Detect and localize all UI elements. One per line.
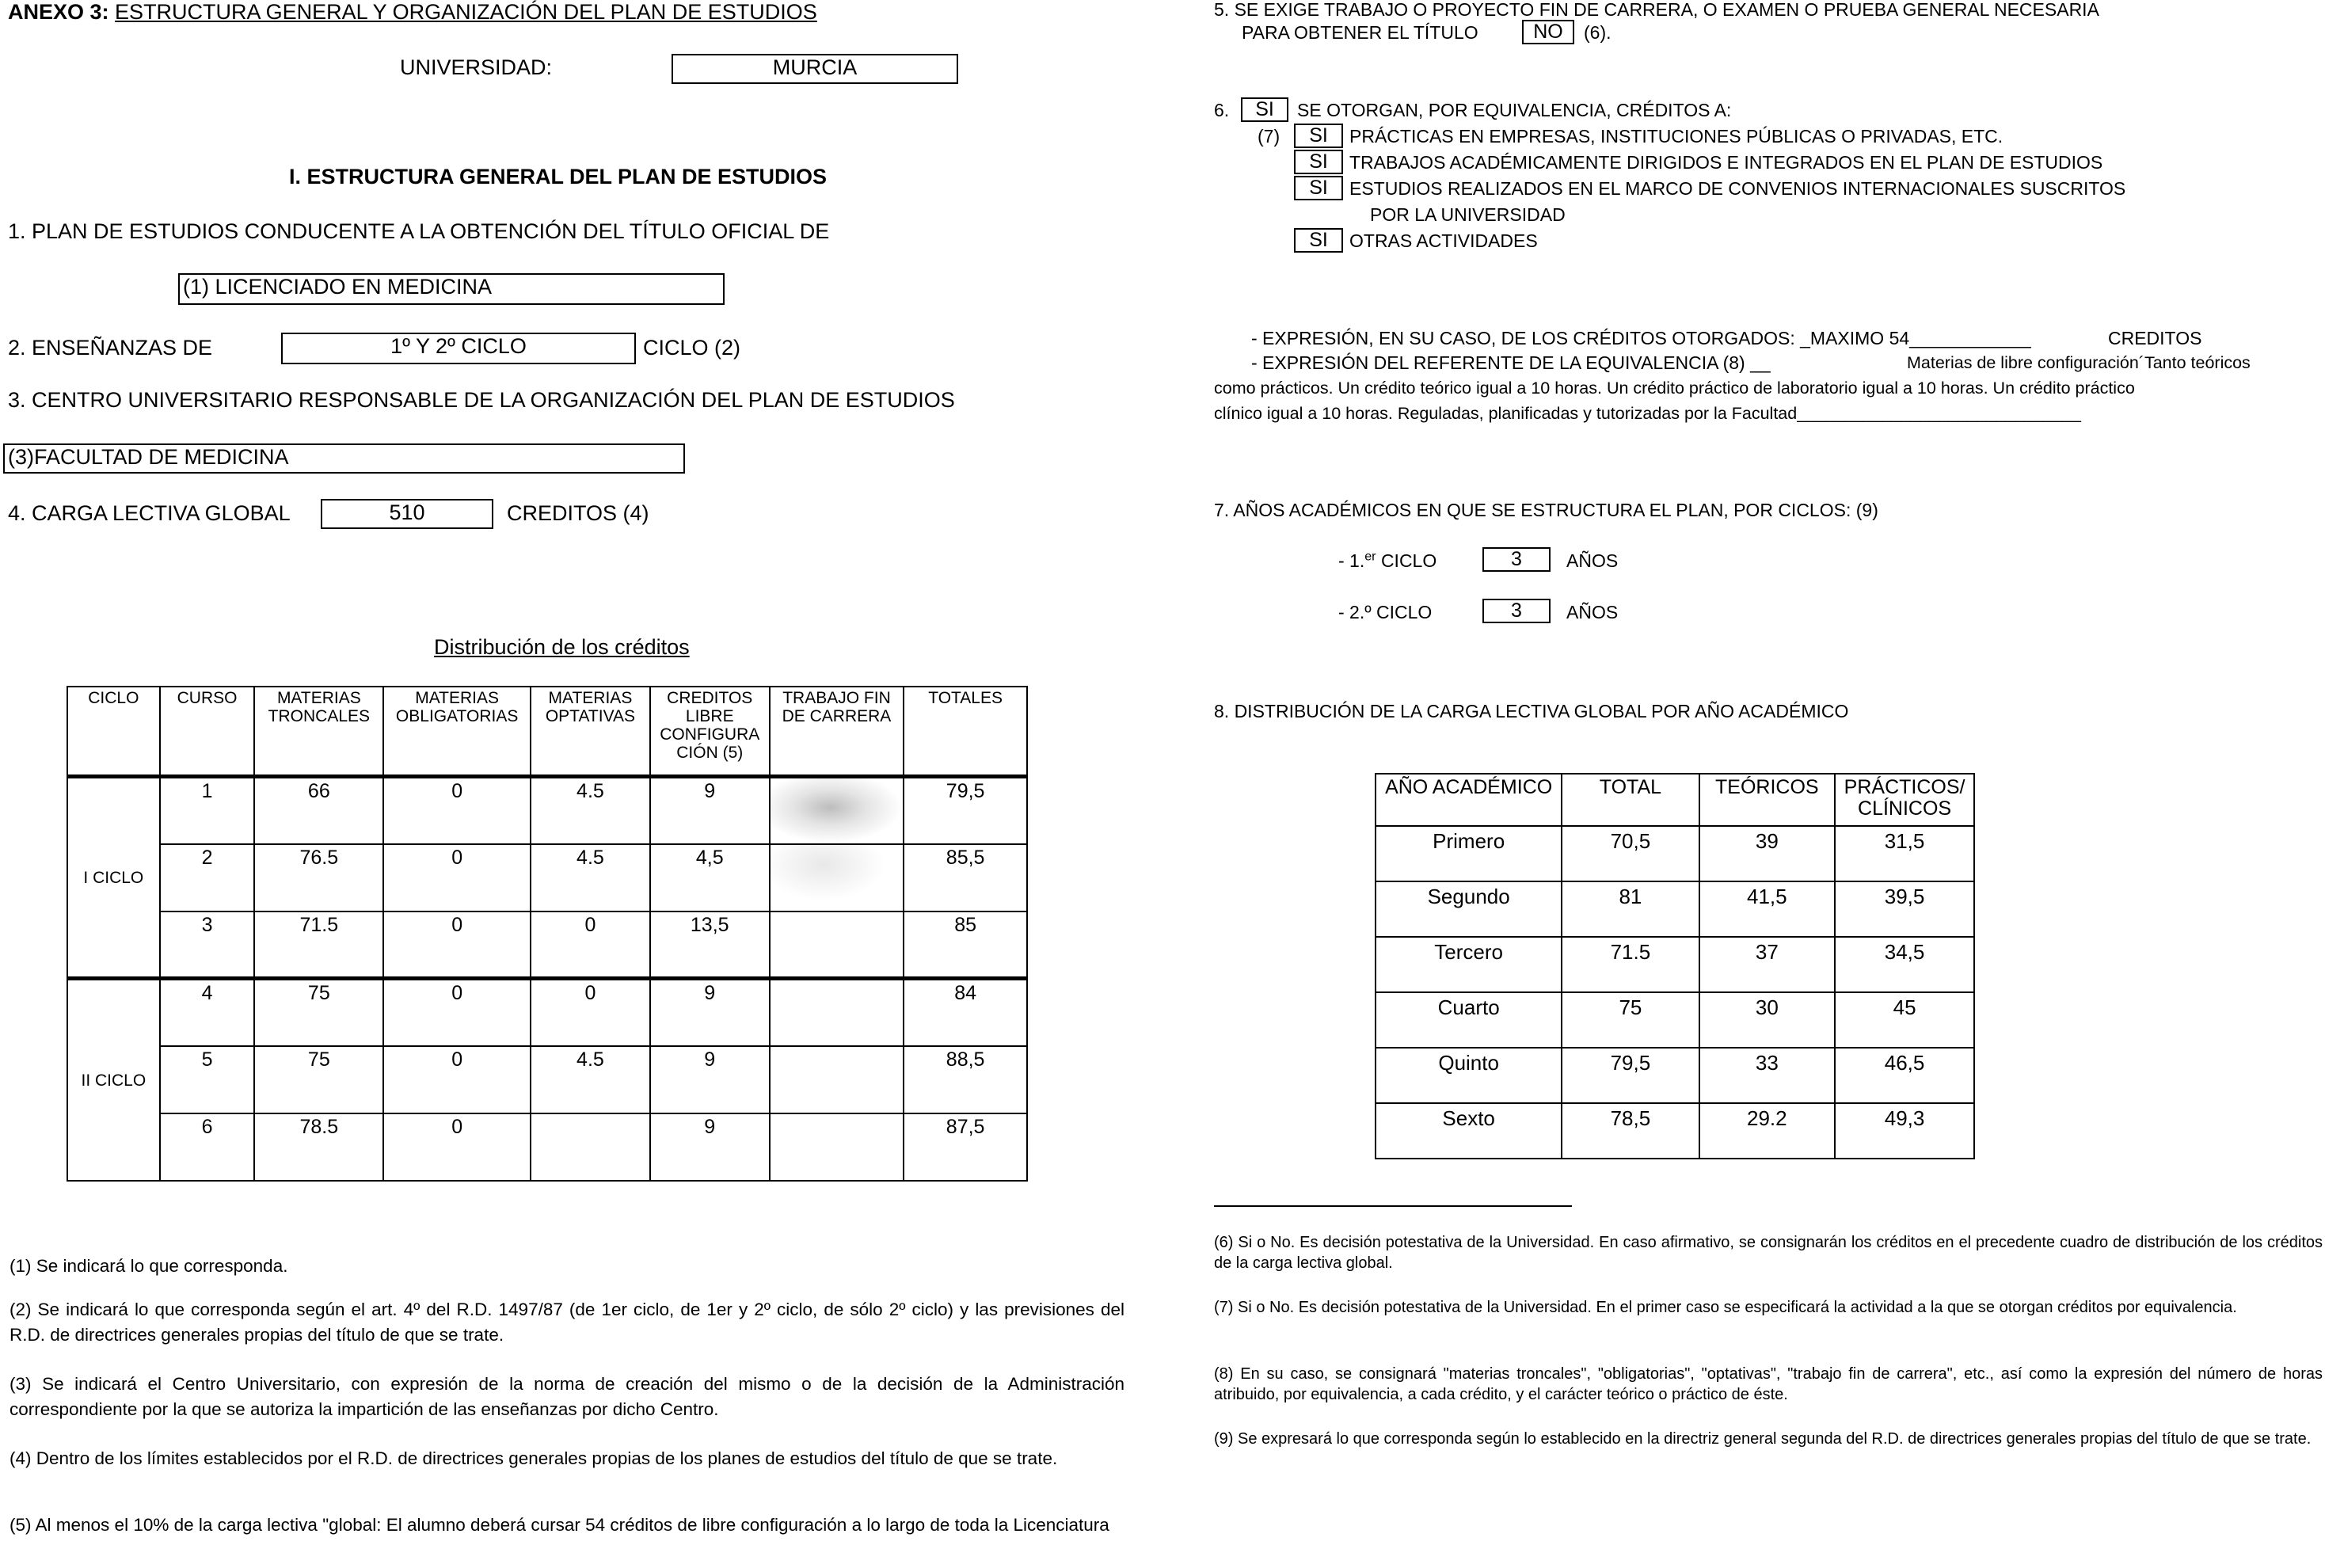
faculty-value: (3)FACULTAD DE MEDICINA (3, 443, 685, 474)
cell-trabajo (770, 776, 904, 843)
table-row (1376, 1048, 1974, 1103)
item-6-number: 6. (1214, 100, 1230, 120)
footnote-6: (6) Si o No. Es decisión potestativa de la Universidad. En caso afirmativo, se consignarán los créditos en el precedente cuadro de distribución de los créditos de la carga lectiva global. (1214, 1234, 2323, 1272)
cell-total: 75 (1562, 992, 1699, 1048)
option-3-text: ESTUDIOS REALIZADOS EN EL MARCO DE CONVENIOS INTERNACIONALES SUSCRITOS (1349, 178, 2126, 199)
cell-obligatorias: 0 (383, 1113, 531, 1181)
cell-trabajo (770, 911, 904, 979)
cell-libre: 13,5 (650, 911, 770, 979)
cell-totales: 79,5 (904, 776, 1027, 843)
footnote-9: (9) Se expresará lo que corresponda según lo establecido en la directriz general segunda del R.D. de directrices generales propias del título de que se trate. (1214, 1430, 2312, 1448)
footnote-1: (1) Se indicará lo que corresponda. (10, 1256, 288, 1276)
col-header-ciclo: CICLO (67, 687, 160, 776)
cell-year: Tercero (1376, 937, 1562, 992)
years-label-2: AÑOS (1566, 602, 1619, 622)
cell-total: 70,5 (1562, 826, 1699, 881)
expr-2-line-3: clínico igual a 10 horas. Reguladas, planificadas y tutorizadas por la Facultad______________________________ (1214, 404, 2081, 423)
table-row (67, 1113, 1027, 1181)
item-8-text: 8. DISTRIBUCIÓN DE LA CARGA LECTIVA GLOBAL POR AÑO ACADÉMICO (1214, 701, 1849, 721)
footnote-3: (3) Se indicará el Centro Universitario, con expresión de la norma de creación del mismo o de la decisión de la Administración correspondiente por la que se autoriza la impartición de las enseñanzas por dicho Centro. (10, 1374, 1124, 1419)
option-1-value: SI (1294, 124, 1343, 148)
cell-total: 71.5 (1562, 937, 1699, 992)
cycle-1-years: 3 (1482, 547, 1551, 572)
annex-label: ANEXO 3: (8, 0, 109, 24)
item-4-suffix: CREDITOS (4) (507, 501, 649, 525)
item-1-text: 1. PLAN DE ESTUDIOS CONDUCENTE A LA OBTENCIÓN DEL TÍTULO OFICIAL DE (8, 219, 830, 243)
cell-curso: 4 (160, 979, 255, 1046)
cell-obligatorias: 0 (383, 911, 531, 979)
cell-total: 81 (1562, 881, 1699, 937)
cell-trabajo (770, 1113, 904, 1181)
item-2-label: 2. ENSEÑANZAS DE (8, 336, 213, 360)
item-6-value: SI (1241, 97, 1288, 122)
section-title: I. ESTRUCTURA GENERAL DEL PLAN DE ESTUDIOS (289, 165, 828, 188)
cell-practicos: 39,5 (1835, 881, 1974, 937)
cell-troncales: 75 (254, 979, 383, 1046)
cell-troncales: 75 (254, 1046, 383, 1113)
cell-teoricos: 29.2 (1699, 1103, 1836, 1159)
cell-obligatorias: 0 (383, 844, 531, 911)
credits-distribution-table (67, 686, 1028, 1182)
cell-obligatorias: 0 (383, 1046, 531, 1113)
expr-1-suffix: CREDITOS (2108, 328, 2202, 348)
option-2-text: TRABAJOS ACADÉMICAMENTE DIRIGIDOS E INTEGRADOS EN EL PLAN DE ESTUDIOS (1349, 152, 2103, 173)
cell-practicos: 45 (1835, 992, 1974, 1048)
cell-year: Quinto (1376, 1048, 1562, 1103)
expr-1-label: - EXPRESIÓN, EN SU CASO, DE LOS CRÉDITOS OTORGADOS: _MAXIMO 54____________ (1251, 328, 2031, 348)
cell-teoricos: 41,5 (1699, 881, 1836, 937)
cell-optativas: 0 (531, 911, 650, 979)
annex-heading (8, 0, 817, 25)
col-header-practicos: PRÁCTICOS/ CLÍNICOS (1835, 774, 1974, 826)
footnote-7: (7) Si o No. Es decisión potestativa de la Universidad. En el primer caso se especificará la actividad a la que se otorgan créditos por equivalencia. (1214, 1299, 2237, 1316)
expr-2-value: Materias de libre configuración´Tanto teóricos (1907, 353, 2251, 372)
expr-2-line-2: como prácticos. Un crédito teórico igual a 10 horas. Un crédito práctico de laboratorio igual a 10 horas. Un crédito práctico (1214, 379, 2135, 398)
col-header-trabajo: TRABAJO FIN DE CARRERA (770, 687, 904, 776)
cell-curso: 1 (160, 776, 255, 843)
cell-troncales: 66 (254, 776, 383, 843)
cell-teoricos: 30 (1699, 992, 1836, 1048)
table-row (67, 1046, 1027, 1113)
cell-practicos: 46,5 (1835, 1048, 1974, 1103)
cell-totales: 84 (904, 979, 1027, 1046)
expr-2-label: - EXPRESIÓN DEL REFERENTE DE LA EQUIVALENCIA (8) __ (1251, 352, 1771, 373)
footnote-8: (8) En su caso, se consignará "materias troncales", "obligatorias", "optativas", "trabajo fin de carrera", etc., así como la expresión del número de horas atribuido, por equivalencia, a cada crédito, y el carácter teórico o práctico de éste. (1214, 1365, 2323, 1403)
cell-optativas: 4.5 (531, 844, 650, 911)
cell-practicos: 31,5 (1835, 826, 1974, 881)
cell-year: Segundo (1376, 881, 1562, 937)
footnote-separator (1214, 1205, 1572, 1207)
col-header-totales: TOTALES (904, 687, 1027, 776)
option-3-value: SI (1294, 176, 1343, 200)
cell-libre: 9 (650, 1046, 770, 1113)
workload-by-year-table (1375, 773, 1975, 1159)
cell-totales: 85,5 (904, 844, 1027, 911)
cell-optativas: 4.5 (531, 1046, 650, 1113)
option-4-value: SI (1294, 228, 1343, 253)
cell-total: 78,5 (1562, 1103, 1699, 1159)
cell-teoricos: 33 (1699, 1048, 1836, 1103)
col-header-year: AÑO ACADÉMICO (1376, 774, 1562, 826)
col-header-obligatorias: MATERIAS OBLIGATORIAS (383, 687, 531, 776)
cell-total: 79,5 (1562, 1048, 1699, 1103)
title-value: (1) LICENCIADO EN MEDICINA (178, 273, 725, 305)
cell-totales: 85 (904, 911, 1027, 979)
item-5-line-2: PARA OBTENER EL TÍTULO (1242, 22, 1478, 43)
cell-libre: 9 (650, 979, 770, 1046)
cell-trabajo (770, 979, 904, 1046)
table-row (1376, 881, 1974, 937)
cell-troncales: 71.5 (254, 911, 383, 979)
cell-libre: 9 (650, 1113, 770, 1181)
cell-libre: 9 (650, 776, 770, 843)
col-header-troncales: MATERIAS TRONCALES (254, 687, 383, 776)
table-row (1376, 992, 1974, 1048)
cell-libre: 4,5 (650, 844, 770, 911)
cell-troncales: 78.5 (254, 1113, 383, 1181)
university-label: UNIVERSIDAD: (400, 55, 553, 79)
col-header-teoricos: TEÓRICOS (1699, 774, 1836, 826)
table-header-row (1376, 774, 1974, 826)
table-row (67, 844, 1027, 911)
annex-title: ESTRUCTURA GENERAL Y ORGANIZACIÓN DEL PLAN DE ESTUDIOS (115, 0, 817, 24)
cell-year: Primero (1376, 826, 1562, 881)
cycle-1-label: - 1.$^{er}$ CICLO (1338, 549, 1437, 571)
item-6-text: SE OTORGAN, POR EQUIVALENCIA, CRÉDITOS A: (1297, 100, 1732, 120)
cell-trabajo (770, 844, 904, 911)
table-row (67, 776, 1027, 843)
cell-practicos: 34,5 (1835, 937, 1974, 992)
table-header-row (67, 687, 1027, 776)
cell-teoricos: 37 (1699, 937, 1836, 992)
cell-obligatorias: 0 (383, 776, 531, 843)
table-row (1376, 826, 1974, 881)
cell-year: Sexto (1376, 1103, 1562, 1159)
col-header-libre: CREDITOS LIBRE CONFIGURA CIÓN (5) (650, 687, 770, 776)
table-row (67, 979, 1027, 1046)
option-2-value: SI (1294, 150, 1343, 174)
credits-value: 510 (321, 499, 493, 529)
footnote-4: (4) Dentro de los límites establecidos por el R.D. de directrices generales propias de los planes de estudios del título de que se trate. (10, 1448, 1058, 1468)
footnote-5: (5) Al menos el 10% de la carga lectiva "global: El alumno deberá cursar 54 créditos de libre configuración a lo largo de toda la Licenciatura (10, 1515, 1109, 1535)
cell-teoricos: 39 (1699, 826, 1836, 881)
col-header-curso: CURSO (160, 687, 255, 776)
cycle-2-label: - 2.º CICLO (1338, 602, 1433, 622)
option-3-continuation: POR LA UNIVERSIDAD (1370, 204, 1566, 225)
cycle-value: 1º Y 2º CICLO (281, 333, 636, 364)
cycle-label-1: I CICLO (67, 776, 160, 978)
cell-totales: 87,5 (904, 1113, 1027, 1181)
option-4-text: OTRAS ACTIVIDADES (1349, 230, 1538, 251)
cell-curso: 6 (160, 1113, 255, 1181)
item-5-value: NO (1522, 20, 1574, 44)
col-header-total: TOTAL (1562, 774, 1699, 826)
table-row (67, 911, 1027, 979)
item-6-ref: (7) (1258, 126, 1280, 147)
item-2-suffix: CICLO (2) (643, 336, 741, 360)
item-4-label: 4. CARGA LECTIVA GLOBAL (8, 501, 291, 525)
cell-obligatorias: 0 (383, 979, 531, 1046)
item-7-text: 7. AÑOS ACADÉMICOS EN QUE SE ESTRUCTURA EL PLAN, POR CICLOS: (9) (1214, 500, 1878, 520)
item-5-line-1: 5. SE EXIGE TRABAJO O PROYECTO FIN DE CARRERA, O EXAMEN O PRUEBA GENERAL NECESARIA (1214, 0, 2099, 20)
cell-optativas (531, 1113, 650, 1181)
cell-troncales: 76.5 (254, 844, 383, 911)
table-title: Distribución de los créditos (434, 635, 690, 659)
footnote-2: (2) Se indicará lo que corresponda según el art. 4º del R.D. 1497/87 (de 1er ciclo, de 1er y 2º ciclo, de sólo 2º ciclo) y las previsiones del R.D. de directrices generales propias del título de que se trate. (10, 1300, 1124, 1345)
years-label-1: AÑOS (1566, 550, 1619, 571)
cycle-label-2: II CICLO (67, 979, 160, 1181)
cell-curso: 5 (160, 1046, 255, 1113)
cell-practicos: 49,3 (1835, 1103, 1974, 1159)
table-row (1376, 1103, 1974, 1159)
cell-optativas: 0 (531, 979, 650, 1046)
cell-totales: 88,5 (904, 1046, 1027, 1113)
item-3-text: 3. CENTRO UNIVERSITARIO RESPONSABLE DE LA ORGANIZACIÓN DEL PLAN DE ESTUDIOS (8, 388, 955, 412)
cell-curso: 2 (160, 844, 255, 911)
item-5-suffix: (6). (1584, 22, 1612, 43)
cell-trabajo (770, 1046, 904, 1113)
col-header-optativas: MATERIAS OPTATIVAS (531, 687, 650, 776)
option-1-text: PRÁCTICAS EN EMPRESAS, INSTITUCIONES PÚBLICAS O PRIVADAS, ETC. (1349, 126, 2003, 147)
cell-year: Cuarto (1376, 992, 1562, 1048)
cell-curso: 3 (160, 911, 255, 979)
cell-optativas: 4.5 (531, 776, 650, 843)
cycle-2-years: 3 (1482, 599, 1551, 623)
university-value: MURCIA (672, 54, 958, 84)
table-row (1376, 937, 1974, 992)
